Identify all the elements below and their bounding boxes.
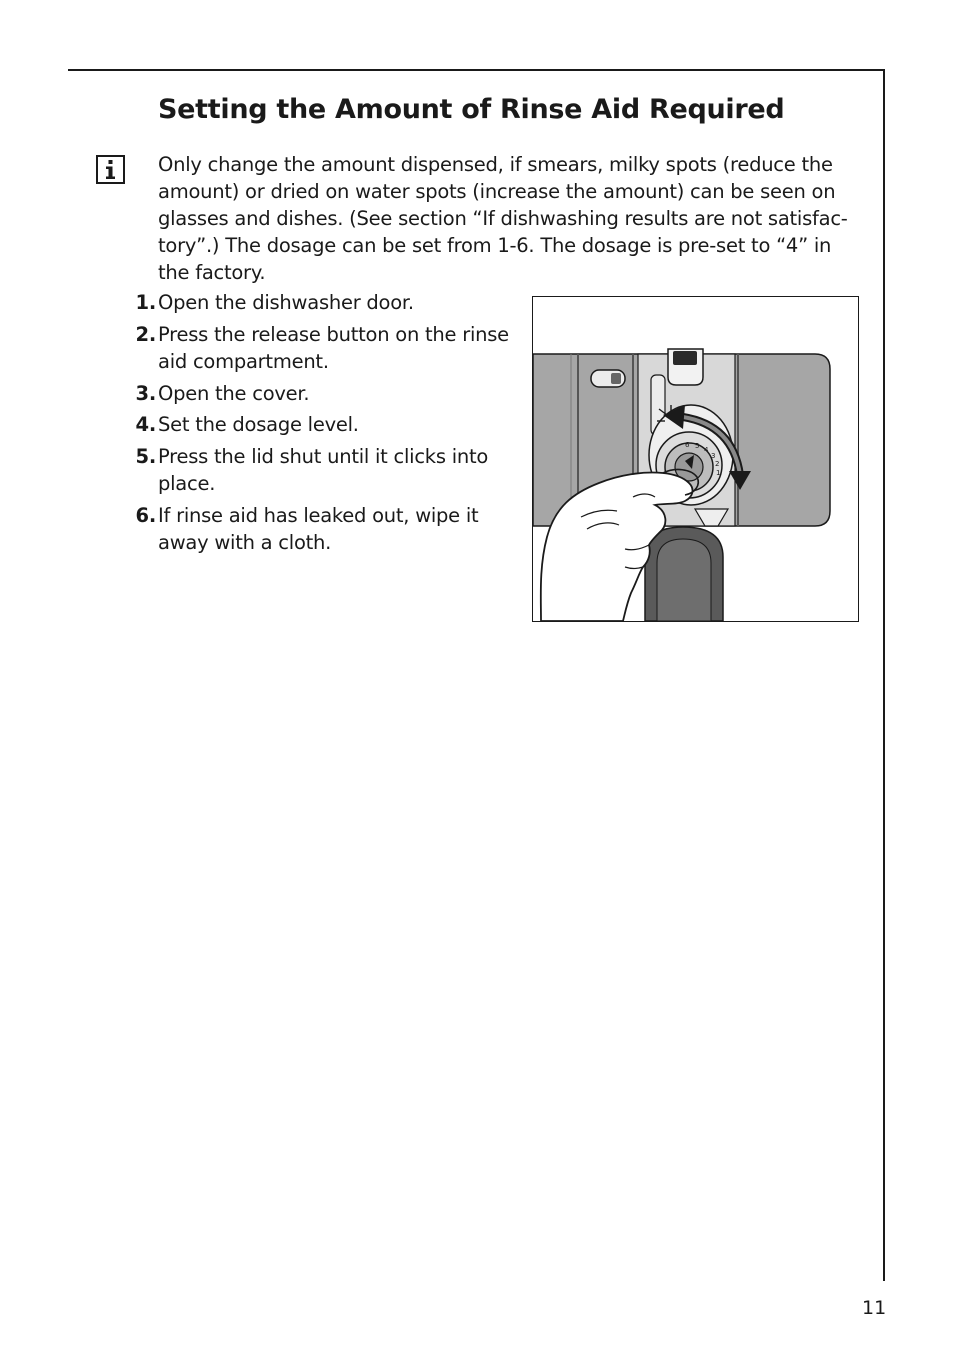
top-rule xyxy=(68,69,885,71)
dial-label: 3 xyxy=(711,452,716,460)
section-title: Setting the Amount of Rinse Aid Required xyxy=(158,94,785,125)
list-item xyxy=(128,289,518,317)
hand-turning-dial-illustration xyxy=(533,297,858,621)
step-text: Set the dosage level. xyxy=(158,413,359,436)
dial-label: 4 xyxy=(704,446,709,454)
list-item xyxy=(128,443,518,498)
step-number: 2. xyxy=(135,322,156,346)
list-item xyxy=(128,321,518,376)
step-text: Press the lid shut until it clicks into place. xyxy=(158,444,489,495)
list-item xyxy=(128,380,518,408)
dial-label: 5 xyxy=(695,442,700,450)
step-number: 5. xyxy=(135,444,156,468)
step-text: Open the cover. xyxy=(158,381,310,405)
page-number: 11 xyxy=(862,1297,887,1319)
rinse-aid-figure xyxy=(532,296,859,622)
list-item xyxy=(128,411,518,439)
dial-label: 6 xyxy=(685,441,690,449)
right-rule xyxy=(883,69,885,1281)
step-text: Open the dishwasher door. xyxy=(158,291,414,314)
intro-paragraph: Only change the amount dispensed, if smears, milky spots (reduce the amount) or dried on water spots (increase the amount) can be seen on glasses and dishes. (See section “If dishwashing results are not satisfac-tory”.) The dosage can be set from 1-6. The dosage is pre-set to “4” in the factory. xyxy=(158,153,848,284)
step-number: 1. xyxy=(135,291,156,314)
list-item xyxy=(128,502,518,557)
step-text: If rinse aid has leaked out, wipe it away with a cloth. xyxy=(158,503,479,554)
step-number: 6. xyxy=(135,503,156,527)
step-number: 3. xyxy=(135,381,156,405)
step-number: 4. xyxy=(135,413,156,436)
info-icon xyxy=(96,155,125,184)
step-text: Press the release button on the rinse aid compartment. xyxy=(158,322,509,373)
dial-label: 2 xyxy=(715,460,720,468)
steps-list xyxy=(128,289,518,561)
dial-label: 1 xyxy=(716,469,721,477)
